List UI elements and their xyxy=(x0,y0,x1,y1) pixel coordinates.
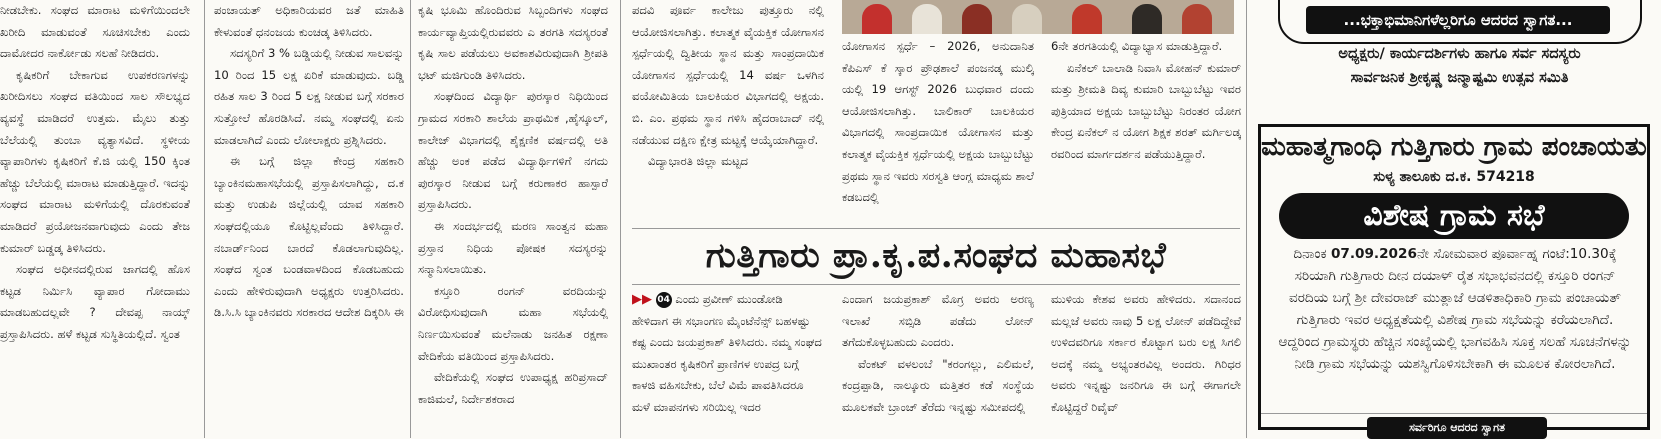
ad-welcome-banner: ...ಭಕ್ತಾಭಿಮಾನಿಗಳೆಲ್ಲರಿಗೂ ಆದರದ ಸ್ವಾಗತ... xyxy=(1306,6,1610,34)
notice-title: ಮಹಾತ್ಮಗಾಂಧಿ ಗುತ್ತಿಗಾರು ಗ್ರಾಮ ಪಂಚಾಯತು xyxy=(1261,132,1647,162)
paragraph: 6ನೇ ತರಗತಿಯಲ್ಲಿ ವಿದ್ಯಾಭ್ಯಾಸ ಮಾಡುತ್ತಿದ್ದಾರೆ. xyxy=(1051,39,1223,53)
ad-committee: ಸಾರ್ವಜನಿಕ ಶ್ರೀಕೃಷ್ಣ ಜನ್ಮಾಷ್ಟಮಿ ಉತ್ಸವ ಸಮಿತಿ xyxy=(1350,70,1569,86)
paragraph: ಏನೆಕಲ್ ಬಾಲಾಡಿ ನಿವಾಸಿ ಮೋಹನ್ ಕುಮಾರ್ ಮತ್ತು ಶ್ರೀಮತಿ ದಿವ್ಯ ಕುಮಾರಿ ಬಾಬ್ಬುಬೆಟ್ಟು ಇವರ ಪುತ್ರಿಯಾದ ಅಕ್ಷಯ ಬಾಬ್ಬುಬೆಟ್ಟು ನಿರಂತರ ಯೋಗ ಕೇಂದ್ರ ಏನೆಕಲ್ ನ ಯೋಗ ಶಿಕ್ಷಕ ಶರತ್ ಮರ್ಗಿಲಡ್ಕ ರವರಿಂದ ಮಾರ್ಗದರ್ಶನ ಪಡೆಯುತ್ತಿದ್ದಾರೆ. xyxy=(1051,60,1241,161)
page-reference-badge: 04 xyxy=(656,292,672,308)
article-column-1 xyxy=(0,0,190,438)
notice-date: 07.09.2026 xyxy=(1330,246,1417,262)
ad-organizers: ಅಧ್ಯಕ್ಷರು/ ಕಾರ್ಯದರ್ಶಿಗಳು ಹಾಗೂ ಸರ್ವ ಸದಸ್ಯರು xyxy=(1338,46,1581,62)
article-column-3 xyxy=(418,0,608,438)
story-text: ವೆಂಕಟ್ ವಳಲಂಬೆ "ಕರಂಗಲ್ಲು, ಎಲಿಮಲೆ, ಕಂದ್ರಪ್ಪಾಡಿ, ನಾಲ್ಕೂರು ಮತ್ತಿತರ ಕಡೆ ಸಂಸ್ಥೆಯ ಮೂಲಕವೇ ಬ್ರಾಂಚ್ ತೆರೆದು ಇನ್ನಷ್ಟು ಸಮೀಪದಲ್ಲಿ xyxy=(842,356,1034,414)
story-text: ಎಂದು ಪ್ರವೀಣ್ ಮುಂಡೋಡಿ ಹೇಳಿದಾಗ ಈ ಸಭಾಂಗಣ ಮೈಂಟೆನೆನ್ಸ್ ಬಹಳಷ್ಟು ಕಷ್ಟ ಎಂದು ಜಯಪ್ರಕಾಶ್ ತಿಳಿಸಿದರು. ನಮ್ಮ ಸಂಘದ ಮುಖಾಂತರ ಕೃಷಿಕರಿಗೆ ಪ್ರಾಣಿಗಳ ಉಪದ್ರ ಬಗ್ಗೆ ಕಾಳಜಿ ವಹಿಸಬೇಕು, ಬೆಲೆ ವಿಮೆ ಪಾವತಿಸಿದರೂ ಮಳೆ ಮಾಪನಗಳು ಸರಿಯಿಲ್ಲ ಇದರ xyxy=(632,292,822,414)
notice-text: ನೇ ಸೋಮವಾರ ಪೂರ್ವಾಹ್ನ ಗಂಟೆ:10.30ಕ್ಕೆ ಸರಿಯಾಗಿ ಗುತ್ತಿಗಾರು ದೀನ ದಯಾಳ್ ರೈತ ಸಭಾಭವನದಲ್ಲಿ ಕಸ್ತೂರಿ ರಂಗನ್ ವರದಿಯ ಬಗ್ಗೆ ಶ್ರೀ ದೇವರಾಜ್ ಮುತ್ಲಾಜೆ ಆಡಳಿತಾಧಿಕಾರಿ ಗ್ರಾಮ ಪಂಚಾಯತ್ ಗುತ್ತಿಗಾರು ಇವರ ಅಧ್ಯಕ್ಷತೆಯಲ್ಲಿ ವಿಶೇಷ ಗ್ರಾಮ ಸಭೆಯನ್ನು ಕರೆಯಲಾಗಿದೆ. ಆದ್ದರಿಂದ ಗ್ರಾಮಸ್ಥರು ಹೆಚ್ಚಿನ ಸಂಖ್ಯೆಯಲ್ಲಿ ಭಾಗವಹಿಸಿ ಸೂಕ್ತ ಸಲಹೆ ಸೂಚನೆಗಳನ್ನು ನೀಡಿ ಗ್ರಾಮ ಸಭೆಯನ್ನು ಯಶಸ್ವಿಗೊಳಿಸಬೇಕಾಗಿ ಈ ಮೂಲಕ ಕೋರಲಾಗಿದೆ. xyxy=(1278,246,1632,372)
paragraph: ವಿದ್ಯಾಭಾರತಿ ಜಿಲ್ಲಾ ಮಟ್ಟದ xyxy=(648,154,749,169)
paragraph: ಕೃಷಿ ಭೂಮಿ ಹೊಂದಿರುವ ಸಿಬ್ಬಂದಿಗಳು ಸಂಘದ ಕಾರ್ಯವ್ಯಾಪ್ತಿಯಲ್ಲಿರುವವರು ಎ ತರಗತಿ ಸದಸ್ಯರಂತೆ ಕೃಷಿ ಸಾಲ ಪಡೆಯಲು ಅವಕಾಶವಿರುವುದಾಗಿ ಶ್ರೀಪತಿ ಭಟ್ ಮಜಿಗುಂಡಿ ತಿಳಿಸಿದರು. xyxy=(418,3,608,82)
article-column-5 xyxy=(842,36,1034,226)
story-text: ಎಂದಾಗ ಜಯಪ್ರಕಾಶ್ ಮೊಗ್ರ ಅವರು ಅರಣ್ಯ ಇಲಾಖೆ ಸಬ್ಸಿಡಿ ಪಡೆದು ಲೋನ್ ತಗೆದುಕೊಳ್ಳಬಹುದು ಎಂದರು. xyxy=(842,292,1034,350)
column-rule xyxy=(620,0,621,438)
story-text: ಮುಳಿಯ ಕೇಶವ ಅವರು ಹೇಳಿದರು. ಸದಾನಂದ ಮಲ್ಲಜೆ ಅವರು ನಾವು 5 ಲಕ್ಷ ಲೋನ್ ಪಡೆದಿದ್ದೇವೆ ಉಳಿದವರಿಗೂ ಸರ್ಕಾರ ಕೊಟ್ಟಾಗ ಬರು ಲಕ್ಷ ಸಿಗಲಿ ಅದಕ್ಕೆ ನಮ್ಮ ಅಭ್ಯಂತರವಿಲ್ಲ ಅಂದರು. ಗಿರಿಧರ ಅವರು ಇನ್ನಷ್ಟು ಜನರಿಗೂ ಈ ಬಗ್ಗೆ ಈಗಾಗಲೇ ಕೊಟ್ಟಿದ್ದರೆ ರಿವೈವ್ xyxy=(1051,292,1241,414)
festival-advertisement xyxy=(1258,0,1661,108)
notice-banner: ವಿಶೇಷ ಗ್ರಾಮ ಸಭೆ xyxy=(1279,193,1629,239)
paragraph: ಈ ಬಗ್ಗೆ ಜಿಲ್ಲಾ ಕೇಂದ್ರ ಸಹಕಾರಿ ಬ್ಯಾಂಕಿನಮಹಾಸಭೆಯಲ್ಲಿ ಪ್ರಸ್ತಾಪಿಸಲಾಗಿದ್ದು, ದ.ಕ ಮತ್ತು ಉಡುಪಿ ಜಿಲ್ಲೆಯಲ್ಲಿ ಯಾವ ಸಹಕಾರಿ ಸಂಘದಲ್ಲಿಯೂ ಕೊಟ್ಟಿಲ್ಲವೆಂದು ತಿಳಿಸಿದ್ದಾರೆ. ನಬಾರ್ಡ್‌ನಿಂದ ಬಾರದೆ ಕೊಡಲಾಗುವುದಿಲ್ಲ. ಸಂಘದ ಸ್ವಂತ ಬಂಡವಾಳದಿಂದ ಕೊಡಬಹುದು ಎಂದು ಹೇಳಿರುವುದಾಗಿ ಅಧ್ಯಕ್ಷರು ಉತ್ತರಿಸಿದರು. ಡಿ.ಸಿ.ಸಿ ಬ್ಯಾಂಕಿನವರು ಸರಕಾರದ ಆದೇಶ ದಿಕ್ಕರಿಸಿ ಈ xyxy=(214,154,404,320)
continuation-arrow-icon: ▶▶ xyxy=(632,292,652,307)
column-rule xyxy=(410,0,411,438)
paragraph: ಈ ಸಂದರ್ಭದಲ್ಲಿ ಮರಣ ಸಾಂತ್ವನ ಮಹಾ ಪ್ರಸ್ತಾನ ನಿಧಿಯ ಪೋಷಕ ಸದಸ್ಯರನ್ನು ಸನ್ಮಾನಿಸಲಾಯಿತು. xyxy=(418,218,608,277)
notice-divider xyxy=(1261,413,1647,414)
story-column-2 xyxy=(842,289,1034,438)
notice-subtitle: ಸುಳ್ಯ ತಾಲೂಕು ದ.ಕ. 574218 xyxy=(1373,169,1535,185)
paragraph: ಪದವಿ ಪೂರ್ವ ಕಾಲೇಜು ಪುತ್ತೂರು ನಲ್ಲಿ ಆಯೋಜಿಸಲಾಗಿತ್ತು. ಕಲಾತ್ಮಕ ವೈಯಕ್ತಿಕ ಯೋಗಾಸನ ಸ್ಪರ್ಧೆಯಲ್ಲಿ ದ್ವಿತೀಯ ಸ್ಥಾನ ಮತ್ತು ಸಾಂಪ್ರದಾಯಿಕ ಯೋಗಾಸನ ಸ್ಪರ್ಧೆಯಲ್ಲಿ 14 ವರ್ಷ ಒಳಗಿನ ವಯೋಮಿತಿಯ ಬಾಲಕಿಯರ ವಿಭಾಗದಲ್ಲಿ ಅಕ್ಷಯ. ಬಿ. ಎಂ. ಪ್ರಥಮ ಸ್ಥಾನ ಗಳಿಸಿ ಹೈದರಾಬಾದ್ ನಲ್ಲಿ ನಡೆಯುವ ದಕ್ಷಿಣ ಕ್ಷೇತ್ರ ಮಟ್ಟಕ್ಕೆ ಆಯ್ಕೆಯಾಗಿದ್ದಾರೆ. xyxy=(632,3,824,147)
news-photo xyxy=(842,0,1234,34)
section-divider xyxy=(632,228,1240,229)
article-column-2 xyxy=(214,0,404,438)
article-column-6 xyxy=(1051,36,1241,226)
story-column-3 xyxy=(1051,289,1241,438)
notice-body xyxy=(1275,243,1635,375)
paragraph: ಕೃಷಿಕರಿಗೆ ಬೇಕಾಗುವ ಉಪಕರಣಗಳನ್ನು ಖರೀದಿಸಲು ಸಂಘದ ವತಿಯಿಂದ ಸಾಲ ಸೌಲಭ್ಯದ ವ್ಯವಸ್ಥೆ ಮಾಡಿದರೆ ಉತ್ತಮ. ಮೈಲು ತುತ್ತು ಬೆಲೆಯಲ್ಲಿ ತುಂಬಾ ವ್ಯತ್ಯಾಸವಿದೆ. ಸ್ಥಳೀಯ ವ್ಯಾಪಾರಿಗಳು ಕೃಷಿಕರಿಗೆ ಕೆ.ಜಿ ಯಲ್ಲಿ 150 ಕ್ಕಿಂತ ಹೆಚ್ಚು ಬೆಲೆಯಲ್ಲಿ ಮಾರಾಟ ಮಾಡುತ್ತಿದ್ದಾರೆ. ಇದನ್ನು ಸಂಘದ ಮಾರಾಟ ಮಳಿಗೆಯಲ್ಲಿ ದೊರಕುವಂತೆ ಮಾಡಿದರೆ ಪ್ರಯೋಜನವಾಗುವುದು ಎಂದು ತೇಜ ಕುಮಾರ್ ಬಡ್ಡಡ್ಕ ತಿಳಿಸಿದರು. xyxy=(0,67,190,255)
paragraph: ನೀಡಬೇಕು. ಸಂಘದ ಮಾರಾಟ ಮಳಿಗೆಯಿಂದಲೇ ಖರೀದಿ ಮಾಡುವಂತೆ ಸೂಚಿಸಬೇಕು ಎಂದು ದಾಮೋದರ ನಾರ್ಕೋಡು ಸಲಹೆ ನೀಡಿದರು. xyxy=(0,3,190,61)
paragraph: ಸಂಘದ ಅಧೀನದಲ್ಲಿರುವ ಜಾಗದಲ್ಲಿ ಹೊಸ ಕಟ್ಟಡ ನಿರ್ಮಿಸಿ ವ್ಯಾಪಾರ ಗೋದಾಮು ಮಾಡಬಹುದಲ್ಲವೇ ? ದೇವಪ್ಪ ನಾಯ್ಕ್ ಪ್ರಸ್ತಾಪಿಸಿದರು. ಹಳೆ ಕಟ್ಟಡ ಸುಸ್ಥಿತಿಯಲ್ಲಿದೆ. ಸ್ವಂತ xyxy=(0,262,190,341)
section-divider xyxy=(632,284,1240,285)
paragraph: ಕಸ್ತೂರಿ ರಂಗನ್ ವರದಿಯನ್ನು ವಿರೋಧಿಸುವುದಾಗಿ ಮಹಾ ಸಭೆಯಲ್ಲಿ ನಿರ್ಣಯಿಸುವಂತೆ ಮಲೆನಾಡು ಜನಹಿತ ರಕ್ಷಣಾ ವೇದಿಕೆಯ ವತಿಯಿಂದ ಪ್ರಸ್ತಾಪಿಸಿದರು. xyxy=(418,283,608,363)
paragraph: ಪಂಚಾಯತ್ ಅಧಿಕಾರಿಯವರ ಜತೆ ಮಾಹಿತಿ ಕೇಳುವಂತೆ ಧನಂಜಯ ಕುಂಚಡ್ಕ ತಿಳಿಸಿದರು. xyxy=(214,3,404,39)
paragraph: ಸದಸ್ಯರಿಗೆ 3 % ಬಡ್ಡಿಯಲ್ಲಿ ನೀಡುವ ಸಾಲವನ್ನು 10 ರಿಂದ 15 ಲಕ್ಷ ಏರಿಕೆ ಮಾಡುವುದು. ಬಡ್ಡಿ ರಹಿತ ಸಾಲ 3 ರಿಂದ 5 ಲಕ್ಷ ನೀಡುವ ಬಗ್ಗೆ ಸರಕಾರ ಸುತ್ತೋಲೆ ಹೊರಡಿಸಿದೆ. ನಮ್ಮ ಸಂಘದಲ್ಲಿ ಏನು ಮಾಡಲಾಗಿದೆ ಎಂದು ಲೋಲಾಕ್ಷರು ಪ್ರಶ್ನಿಸಿದರು. xyxy=(214,46,404,147)
headline: ಗುತ್ತಿಗಾರು ಪ್ರಾ.ಕೃ.ಪ.ಸಂಘದ ಮಹಾಸಭೆ xyxy=(705,235,1167,276)
notice-footer: ಸರ್ವರಿಗೂ ಆದರದ ಸ್ವಾಗತ xyxy=(1367,417,1547,439)
notice-date-prefix: ದಿನಾಂಕ xyxy=(1293,246,1327,262)
column-rule xyxy=(1246,0,1247,438)
column-rule xyxy=(204,0,205,438)
article-column-4 xyxy=(632,0,824,226)
paragraph: ಯೋಗಾಸನ ಸ್ಪರ್ಧೆ – 2026, ಅನುದಾನಿತ ಕೆಪಿಎಸ್ ಕೆ ಸ್ಕಾರ ಪ್ರೌಢಶಾಲೆ ಪಂಜನಡ್ಕ ಮುಲ್ಕಿ ಯಲ್ಲಿ 19 ಆಗಸ್ಟ್ 2026 ಬುಧವಾರ ದಂದು ಆಯೋಜಿಸಲಾಗಿತ್ತು. ಬಾಲಿಕಾರ್ ಬಾಲಕಿಯರ ವಿಭಾಗದಲ್ಲಿ ಸಾಂಪ್ರದಾಯಿಕ ಯೋಗಾಸನ ಮತ್ತು ಕಲಾತ್ಮಕ ವೈಯಕ್ತಿಕ ಸ್ಪರ್ಧೆಯಲ್ಲಿ ಅಕ್ಷಯ ಬಾಬ್ಬುಬೆಟ್ಟು ಪ್ರಥಮ ಸ್ಥಾನ ಇವರು ಸರಸ್ವತಿ ಆಂಗ್ಲ ಮಾಧ್ಯಮ ಶಾಲೆ ಕಡಬದಲ್ಲಿ xyxy=(842,39,1034,205)
gram-sabha-notice xyxy=(1258,124,1650,434)
story-column-1 xyxy=(632,289,822,438)
paragraph: ವೇದಿಕೆಯಲ್ಲಿ ಸಂಘದ ಉಪಾಧ್ಯಕ್ಷ ಹರಿಪ್ರಸಾದ್ ಕಾಜಿಮಲೆ, ನಿರ್ದೇಶಕರಾದ xyxy=(418,370,608,406)
paragraph: ಸಂಘದಿಂದ ವಿದ್ಯಾರ್ಥಿ ಪುರಸ್ಕಾರ ನಿಧಿಯಿಂದ ಗ್ರಾಮದ ಸರಕಾರಿ ಶಾಲೆಯ ಪ್ರಾಥಮಿಕ ,ಹೈಸ್ಕೂಲ್, ಕಾಲೇಜ್ ವಿಭಾಗದಲ್ಲಿ ಶೈಕ್ಷಣಿಕ ವರ್ಷದಲ್ಲಿ ಅತಿ ಹೆಚ್ಚು ಅಂಕ ಪಡೆದ ವಿದ್ಯಾರ್ಥಿಗಳಿಗೆ ನಗದು ಪುರಸ್ಕಾರ ನೀಡುವ ಬಗ್ಗೆ ಕರುಣಾಕರ ಹಾಸ್ಪಾರೆ ಪ್ರಸ್ತಾಪಿಸಿದರು. xyxy=(418,89,608,212)
